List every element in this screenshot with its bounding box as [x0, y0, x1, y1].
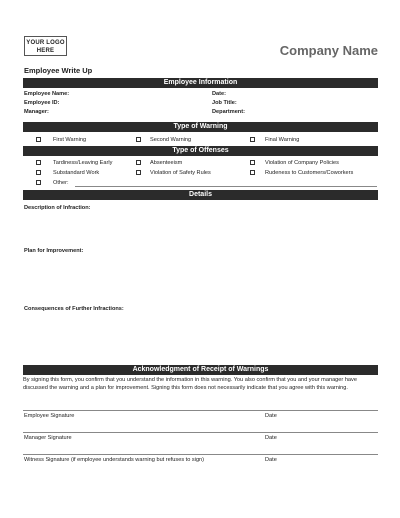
first-warning-checkbox[interactable]	[36, 137, 41, 142]
section-acknowledgment: Acknowledgment of Receipt of Warnings	[23, 365, 378, 375]
manager-signature-label: Manager Signature	[24, 435, 72, 441]
safety-rules-checkbox[interactable]	[136, 170, 141, 175]
manager-date-label: Date	[265, 435, 277, 441]
company-policies-checkbox[interactable]	[250, 160, 255, 165]
rudeness-label: Rudeness to Customers/Coworkers	[265, 170, 354, 176]
employee-signature-label: Employee Signature	[24, 413, 75, 419]
manager-label: Manager:	[24, 109, 49, 115]
absenteeism-label: Absenteeism	[150, 160, 183, 166]
section-employee-information: Employee Information	[23, 78, 378, 88]
date-label: Date:	[212, 91, 226, 97]
witness-signature-label: Witness Signature (if employee understands warning but refuses to sign)	[24, 457, 205, 463]
tardiness-checkbox[interactable]	[36, 160, 41, 165]
job-title-label: Job Title:	[212, 100, 237, 106]
other-input-line[interactable]	[75, 186, 377, 187]
logo-placeholder	[24, 36, 67, 56]
other-checkbox[interactable]	[36, 180, 41, 185]
substandard-work-label: Substandard Work	[53, 170, 100, 176]
substandard-work-checkbox[interactable]	[36, 170, 41, 175]
consequences-label: Consequences of Further Infractions:	[24, 306, 124, 312]
employee-name-label: Employee Name:	[24, 91, 70, 97]
logo-line-2: HERE	[36, 48, 55, 54]
second-warning-checkbox[interactable]	[136, 137, 141, 142]
tardiness-label: Tardiness/Leaving Early	[53, 160, 113, 166]
employee-id-label: Employee ID:	[24, 100, 60, 106]
employee-date-label: Date	[265, 413, 277, 419]
acknowledgment-text: By signing this form, you confirm that you understand the information in this warning. You also confirm that you and your manager have discussed the warning and a plan for improvement. Signing this form does not necessarily indicate that you agree with this warning.	[23, 377, 357, 391]
section-type-of-warning: Type of Warning	[23, 122, 378, 132]
witness-signature-line[interactable]	[23, 454, 378, 455]
final-warning-checkbox[interactable]	[250, 137, 255, 142]
safety-rules-label: Violation of Safety Rules	[150, 170, 211, 176]
logo-line-1: YOUR LOGO	[26, 40, 65, 46]
other-label: Other:	[53, 180, 69, 186]
department-label: Department:	[212, 109, 245, 115]
description-label: Description of Infraction:	[24, 205, 91, 211]
second-warning-label: Second Warning	[150, 137, 192, 143]
rudeness-checkbox[interactable]	[250, 170, 255, 175]
section-details: Details	[23, 190, 378, 200]
witness-date-label: Date	[265, 457, 277, 463]
plan-label: Plan for Improvement:	[24, 248, 84, 254]
first-warning-label: First Warning	[53, 137, 87, 143]
manager-signature-line[interactable]	[23, 432, 378, 433]
document-title: Employee Write Up	[24, 66, 93, 75]
absenteeism-checkbox[interactable]	[136, 160, 141, 165]
employee-signature-line[interactable]	[23, 410, 378, 411]
company-name: Company Name	[279, 43, 378, 58]
company-policies-label: Violation of Company Policies	[265, 160, 339, 166]
section-type-of-offenses: Type of Offenses	[23, 146, 378, 156]
final-warning-label: Final Warning	[265, 137, 300, 143]
